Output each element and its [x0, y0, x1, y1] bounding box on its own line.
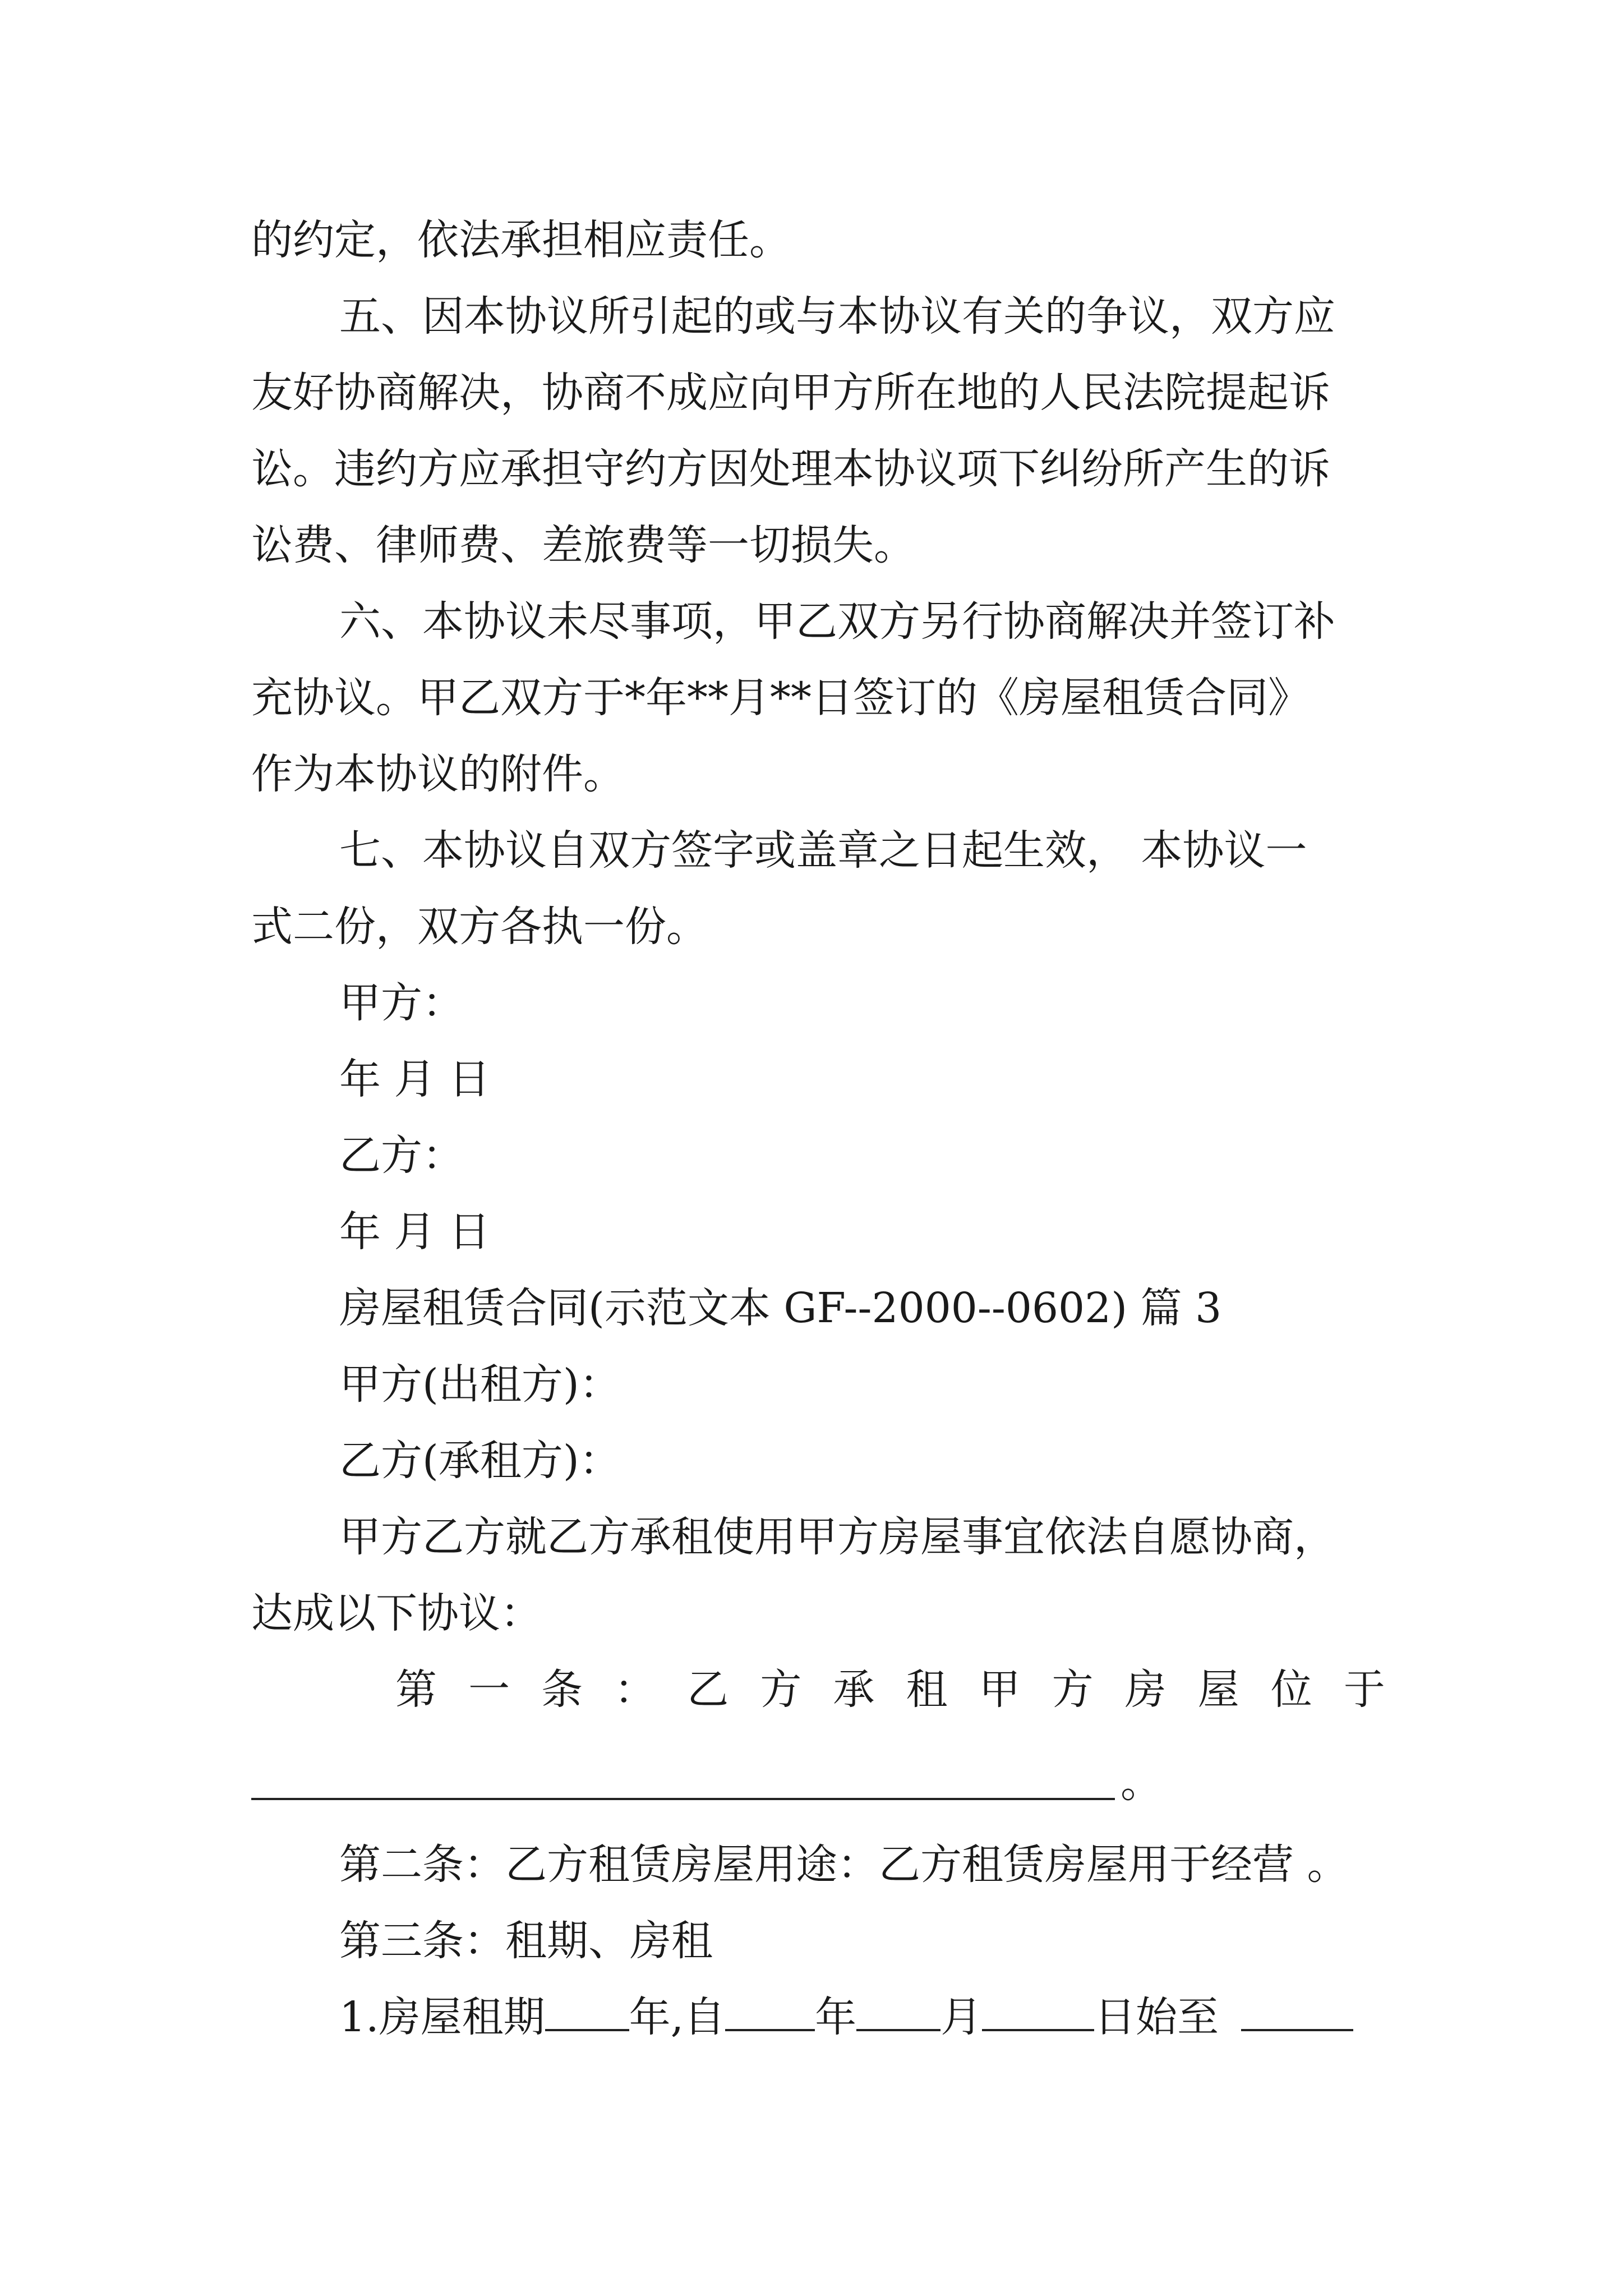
lessee-label: 乙方(承租方)： — [339, 1437, 621, 1485]
article-1-end-mark: 。 — [1121, 1759, 1162, 1807]
article-1-char: 承 — [833, 1665, 875, 1714]
article-1-char: 位 — [1270, 1665, 1312, 1714]
blank-years — [545, 1991, 629, 2031]
paragraph-line: 六、本协议未尽事项，甲乙双方另行协商解决并签订补 — [339, 597, 1335, 646]
paragraph-line: 式二份，双方各执一份。 — [251, 903, 708, 951]
article-3-line: 第三条：租期、房租 — [339, 1917, 713, 1965]
article-1-char: 房 — [1124, 1665, 1166, 1714]
party-b-date: 年 月 日 — [339, 1208, 491, 1256]
term-text: 月 — [940, 1993, 983, 2041]
article-1-char: 甲 — [979, 1665, 1021, 1714]
article-1-char: 屋 — [1197, 1665, 1239, 1714]
paragraph-line: 充协议。甲乙双方于*年**月**日签订的《房屋租赁合同》 — [251, 674, 1310, 722]
term-text: 日始至 — [1094, 1993, 1219, 2041]
blank-end-date — [1241, 1991, 1353, 2031]
term-text: 年,自 — [629, 1993, 726, 2041]
paragraph-line: 友好协商解决，协商不成应向甲方所在地的人民法院提起诉 — [251, 369, 1330, 417]
paragraph-line: 讼。违约方应承担守约方因处理本协议项下纠纷所产生的诉 — [251, 445, 1330, 493]
party-a-signature-label: 甲方： — [339, 979, 464, 1027]
lease-term-line — [339, 1979, 1390, 2055]
paragraph-line: 五、因本协议所引起的或与本协议有关的争议，双方应 — [339, 292, 1335, 341]
contract-title: 房屋租赁合同(示范文本 GF--2000--0602) 篇 3 — [339, 1284, 1222, 1332]
paragraph-line: 的约定，依法承担相应责任。 — [251, 216, 791, 264]
article-1-line — [395, 1651, 1385, 1728]
term-text: 年 — [815, 1993, 857, 2041]
address-blank-line — [251, 1798, 1115, 1800]
blank-start-year — [725, 1991, 815, 2031]
article-1-char: 方 — [760, 1665, 802, 1714]
paragraph-line: 达成以下协议： — [251, 1589, 542, 1637]
article-1-char: 条 — [541, 1665, 583, 1714]
article-1-char: 一 — [468, 1665, 510, 1714]
article-1-char: 于 — [1343, 1665, 1385, 1714]
article-1-char: 租 — [906, 1665, 948, 1714]
paragraph-line: 作为本协议的附件。 — [251, 750, 625, 798]
article-1-char: 乙 — [687, 1665, 729, 1714]
lessor-label: 甲方(出租方)： — [339, 1360, 621, 1409]
blank-start-day — [982, 1991, 1094, 2031]
party-b-signature-label: 乙方： — [339, 1131, 464, 1180]
party-a-date: 年 月 日 — [339, 1055, 491, 1103]
article-1-char: 方 — [1052, 1665, 1094, 1714]
paragraph-line: 甲方乙方就乙方承租使用甲方房屋事宜依法自愿协商， — [339, 1513, 1335, 1561]
paragraph-line: 七、本协议自双方签字或盖章之日起生效， 本协议一 — [339, 826, 1307, 875]
blank-start-month — [856, 1991, 940, 2031]
article-1-char: ： — [614, 1665, 656, 1714]
article-2-line: 第二条：乙方租赁房屋用途：乙方租赁房屋用于经营 。 — [339, 1841, 1349, 1889]
article-1-char: 第 — [395, 1665, 437, 1714]
term-text: 1.房屋租期 — [339, 1993, 545, 2041]
paragraph-line: 讼费、律师费、差旅费等一切损失。 — [251, 521, 915, 569]
